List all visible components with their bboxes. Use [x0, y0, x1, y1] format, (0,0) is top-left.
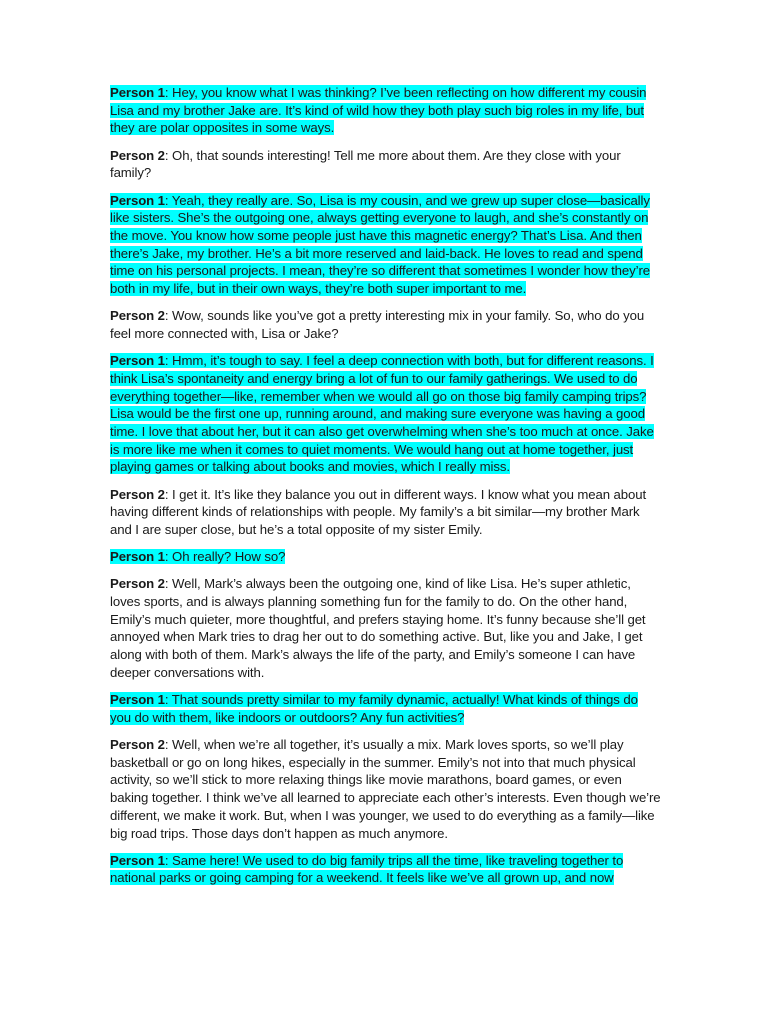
dialogue-text: : Hey, you know what I was thinking? I’ve been reflecting on how different my cousin Lisa and my brother Jake are. It’s kind of wild how they both play such big roles in my life, but they are polar opposites in some ways.: [110, 85, 647, 136]
dialogue-text: : I get it. It’s like they balance you out in different ways. I know what you mean about having different kinds of relationships with people. My family’s a bit similar—my brother Mark and I are super close, but he’s a total opposite of my sister Emily.: [110, 486, 647, 537]
highlighted-text: [110, 85, 646, 135]
dialogue-turn-person-1: [110, 84, 662, 137]
dialogue-turn-person-1: [110, 352, 662, 476]
dialogue-text: : Oh really? How so?: [164, 549, 286, 565]
speaker-label: Person 1: [110, 85, 165, 100]
speaker-label: Person 2: [110, 308, 165, 324]
dialogue-text: : Well, Mark’s always been the outgoing one, kind of like Lisa. He’s super athletic, loves sports, and is always planning something fun for the family to do. On the other hand, Emily’s much quieter, more thoughtful, and prefers staying home. It’s funny because she’ll get annoyed when Mark tries to drag her out to do something active. But, like you and Jake, I get along with both of them. Mark’s always the life of the party, and Emily’s someone I can have deeper conversations with.: [110, 576, 646, 680]
highlighted-text: [110, 692, 638, 725]
dialogue-text: : Wow, sounds like you’ve got a pretty interesting mix in your family. So, who do you feel more connected with, Lisa or Jake?: [110, 308, 645, 341]
speaker-label: Person 2: [110, 147, 165, 163]
speaker-label: Person 1: [110, 692, 165, 708]
highlighted-text: [110, 549, 285, 564]
dialogue-turn-person-2: [110, 736, 662, 842]
highlighted-text: [110, 353, 654, 474]
speaker-label: Person 2: [110, 576, 165, 592]
dialogue-turn-person-1: [110, 852, 662, 887]
speaker-label: Person 1: [110, 852, 165, 868]
dialogue-turn-person-1: [110, 691, 662, 726]
speaker-label: Person 2: [110, 486, 165, 502]
dialogue-turn-person-1: [110, 192, 662, 298]
speaker-label: Person 1: [110, 353, 165, 369]
speaker-label: Person 2: [110, 737, 165, 752]
dialogue-turn-person-1: [110, 548, 662, 566]
highlighted-text: [110, 853, 623, 886]
dialogue-text: : That sounds pretty similar to my family dynamic, actually! What kinds of things do you do with them, like indoors or outdoors? Any fun activities?: [110, 692, 638, 725]
speaker-label: Person 1: [110, 192, 165, 208]
conversation-transcript: [110, 84, 662, 897]
dialogue-text: : Oh, that sounds interesting! Tell me more about them. Are they close with your family?: [110, 147, 621, 181]
dialogue-turn-person-2: [110, 147, 662, 182]
dialogue-text: : Well, when we’re all together, it’s usually a mix. Mark loves sports, so we’ll play basketball or go on long hikes, especially in the summer. Emily’s not into that much physical activity, so we’ll stick to more relaxing things like movie marathons, board games, or even baking together. I think we’ve all learned to appreciate each other’s interests. Even though we’re different, we make it work. But, when I was younger, we used to do everything as a family—like big road trips. Those days don’t happen as much anymore.: [110, 737, 661, 841]
highlighted-text: [110, 193, 650, 297]
speaker-label: Person 1: [110, 549, 165, 565]
dialogue-text: : Hmm, it’s tough to say. I feel a deep connection with both, but for different reasons. I think Lisa’s spontaneity and energy bring a lot of fun to our family gatherings. We used to do everything together—like, remember when we would all go on those big family camping trips? Lisa would be the first one up, running around, and making sure everyone was having a good time. I love that about her, but it can also get overwhelming when she’s too much at once. Jake is more like me when it comes to quiet moments. We would hang out at home together, just playing games or talking about books and movies, which I really miss.: [110, 353, 654, 475]
dialogue-turn-person-2: [110, 486, 662, 539]
dialogue-text: : Same here! We used to do big family trips all the time, like traveling together to national parks or going camping for a weekend. It feels like we’ve all grown up, and now: [110, 852, 624, 886]
dialogue-text: : Yeah, they really are. So, Lisa is my cousin, and we grew up super close—basically like sisters. She’s the outgoing one, always getting everyone to laugh, and she’s constantly on the move. You know how some people just have this magnetic energy? That’s Lisa. And then there’s Jake, my brother. He’s a bit more reserved and laid-back. He loves to read and spend time on his personal projects. I mean, they’re so different that sometimes I wonder how they’re both in my life, but in their own ways, they’re both super important to me.: [110, 192, 651, 297]
dialogue-turn-person-2: [110, 307, 662, 342]
dialogue-turn-person-2: [110, 575, 662, 681]
